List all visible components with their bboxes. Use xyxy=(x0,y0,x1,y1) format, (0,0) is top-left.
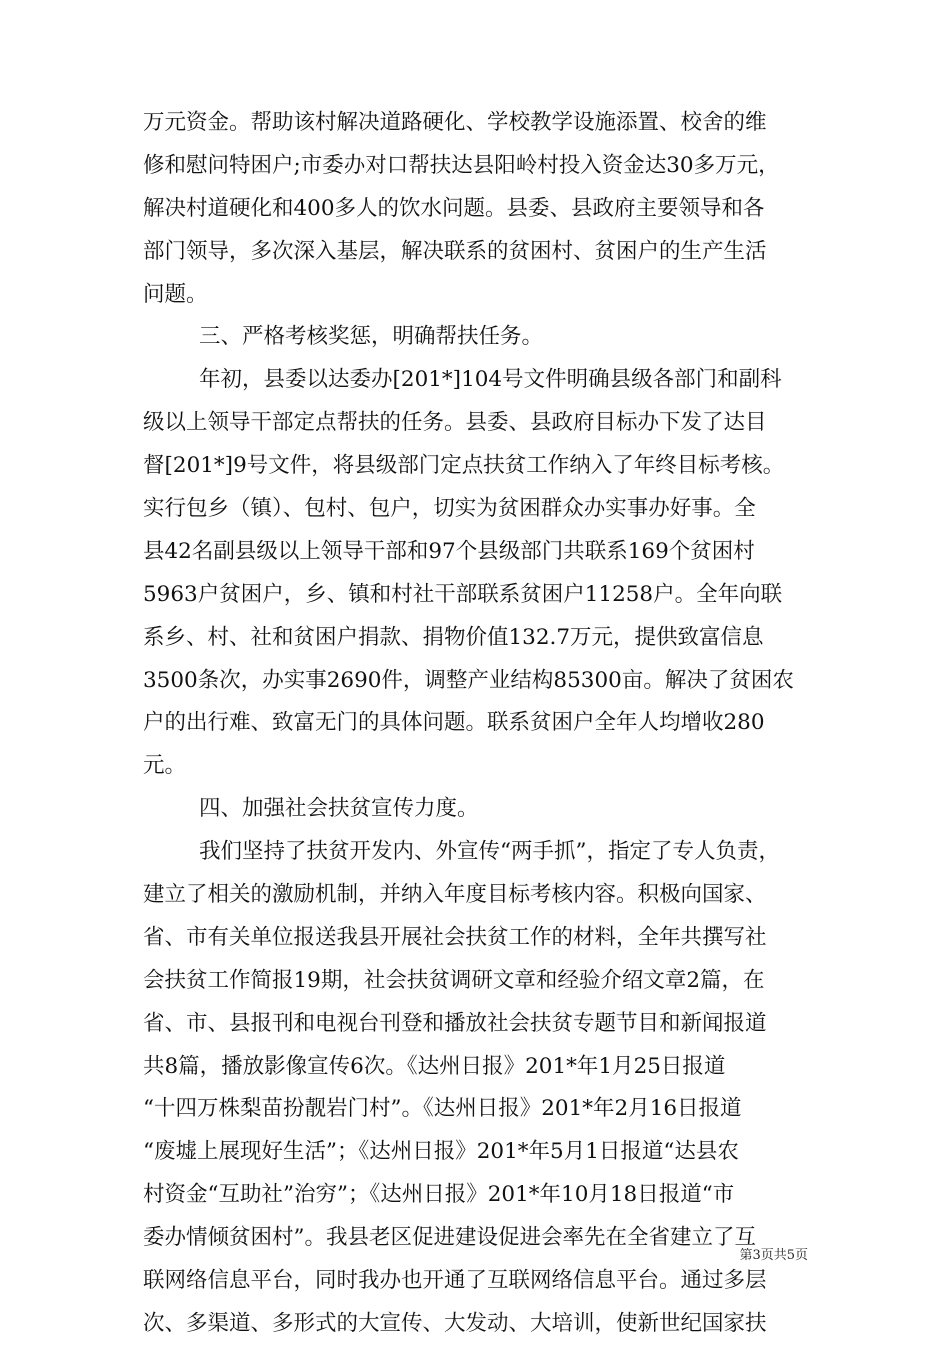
document-line: 省、市、县报刊和电视台刊登和播放社会扶贫专题节目和新闻报道 xyxy=(143,1010,767,1036)
document-line: 共8篇，播放影像宣传6次。《达州日报》201*年1月25日报道 xyxy=(143,1053,726,1079)
document-line: 三、严格考核奖惩，明确帮扶任务。 xyxy=(199,324,544,350)
document-line: 系乡、村、社和贫困户捐款、捐物价值132.7万元，提供致富信息 xyxy=(143,624,764,650)
document-line: 年初，县委以达委办[201*]104号文件明确县级各部门和副科 xyxy=(199,367,782,393)
document-line: 村资金“互助社”治穷”；《达州日报》201*年10月18日报道“市 xyxy=(143,1182,735,1208)
document-line: 级以上领导干部定点帮扶的任务。县委、县政府目标办下发了达目 xyxy=(143,410,767,436)
document-line: “十四万株梨苗扮靓岩门村”。《达州日报》201*年2月16日报道 xyxy=(143,1096,742,1122)
document-line: 建立了相关的激励机制，并纳入年度目标考核内容。积极向国家、 xyxy=(143,882,767,908)
document-line: 元。 xyxy=(143,753,187,779)
document-line: 3500条次，办实事2690件，调整产业结构85300亩。解决了贫困农 xyxy=(143,667,794,693)
document-line: 万元资金。帮助该村解决道路硬化、学校教学设施添置、校舍的维 xyxy=(143,110,767,135)
document-line: 县42名副县级以上领导干部和97个县级部门共联系169个贫困村 xyxy=(143,538,755,564)
document-line: “废墟上展现好生活”；《达州日报》201*年5月1日报道“达县农 xyxy=(143,1139,739,1165)
document-body xyxy=(143,102,809,1346)
document-line: 会扶贫工作简报19期，社会扶贫调研文章和经验介绍文章2篇，在 xyxy=(143,967,765,993)
document-line: 实行包乡（镇）、包村、包户，切实为贫困群众办实事办好事。全 xyxy=(143,496,756,522)
document-line: 户的出行难、致富无门的具体问题。联系贫困户全年人均增收280 xyxy=(143,710,765,736)
document-line: 解决村道硬化和400多人的饮水问题。县委、县政府主要领导和各 xyxy=(143,195,765,221)
document-line: 次、多渠道、多形式的大宣传、大发动、大培训，使新世纪国家扶 xyxy=(143,1310,767,1336)
document-line: 委办情倾贫困村”。我县老区促进建设促进会率先在全省建立了互 xyxy=(143,1225,756,1251)
document-line: 问题。 xyxy=(143,281,208,307)
document-line: 修和慰问特困户;市委办对口帮扶达县阳岭村投入资金达30多万元， xyxy=(143,152,780,178)
document-line: 部门领导，多次深入基层，解决联系的贫困村、贫困户的生产生活 xyxy=(143,238,767,264)
document-line: 四、加强社会扶贫宣传力度。 xyxy=(199,796,479,822)
document-line: 联网络信息平台，同时我办也开通了互联网络信息平台。通过多层 xyxy=(143,1268,767,1294)
document-line: 5963户贫困户，乡、镇和村社干部联系贫困户11258户。全年向联 xyxy=(143,581,783,607)
document-line: 督[201*]9号文件，将县级部门定点扶贫工作纳入了年终目标考核。 xyxy=(143,453,785,479)
document-line: 我们坚持了扶贫开发内、外宣传“两手抓”，指定了专人负责， xyxy=(199,839,780,865)
page-number-footer: 第3页共5页 xyxy=(739,1248,808,1263)
document-line: 省、市有关单位报送我县开展社会扶贫工作的材料，全年共撰写社 xyxy=(143,924,767,950)
